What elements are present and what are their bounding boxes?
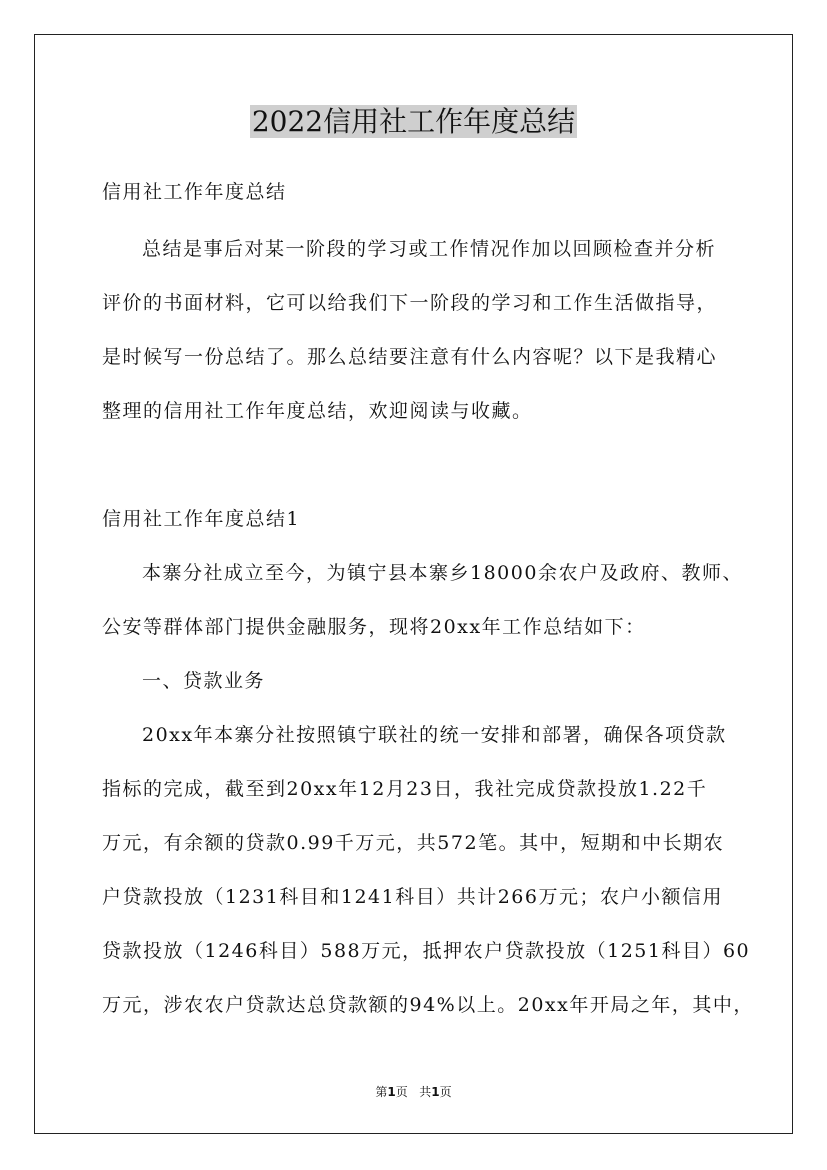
document-title <box>0 100 827 144</box>
loan-line: 贷款投放（1246科目）588万元，抵押农户贷款投放（1251科目）60 <box>102 940 751 962</box>
footer-page-mid: 页 共 <box>395 1085 432 1099</box>
loan-line: 户贷款投放（1231科目和1241科目）共计266万元；农户小额信用 <box>102 886 723 908</box>
intro-line: 是时候写一份总结了。那么总结要注意有什么内容呢？以下是我精心 <box>102 346 718 368</box>
intro-line: 整理的信用社工作年度总结，欢迎阅读与收藏。 <box>102 400 533 422</box>
intro-line: 评价的书面材料，它可以给我们下一阶段的学习和工作生活做指导， <box>102 292 718 314</box>
document-subtitle: 信用社工作年度总结 <box>102 181 287 203</box>
section-heading: 信用社工作年度总结1 <box>102 508 301 530</box>
loan-line: 指标的完成，截至到20xx年12月23日，我社完成贷款投放1.22千 <box>102 778 708 800</box>
section-line: 本寨分社成立至今，为镇宁县本寨乡18000余农户及政府、教师、 <box>142 562 743 584</box>
page-footer <box>0 1082 827 1102</box>
loan-line: 20xx年本寨分社按照镇宁联社的统一安排和部署，确保各项贷款 <box>142 724 727 746</box>
footer-page-number: 1 <box>387 1085 396 1099</box>
footer-total-pages: 1 <box>431 1085 440 1099</box>
footer-page-suffix: 页 <box>439 1085 452 1099</box>
footer-page-prefix: 第 <box>375 1085 388 1099</box>
document-title-text: 2022信用社工作年度总结 <box>251 105 576 138</box>
loan-line: 万元，有余额的贷款0.99千万元，共572笔。其中，短期和中长期农 <box>102 832 725 854</box>
section-line: 公安等群体部门提供金融服务，现将20xx年工作总结如下： <box>102 616 646 638</box>
intro-line: 总结是事后对某一阶段的学习或工作情况作加以回顾检查并分析 <box>142 238 717 260</box>
loan-line: 万元，涉农农户贷款达总贷款额的94%以上。20xx年开局之年，其中， <box>102 994 754 1016</box>
loan-heading: 一、贷款业务 <box>142 670 266 692</box>
